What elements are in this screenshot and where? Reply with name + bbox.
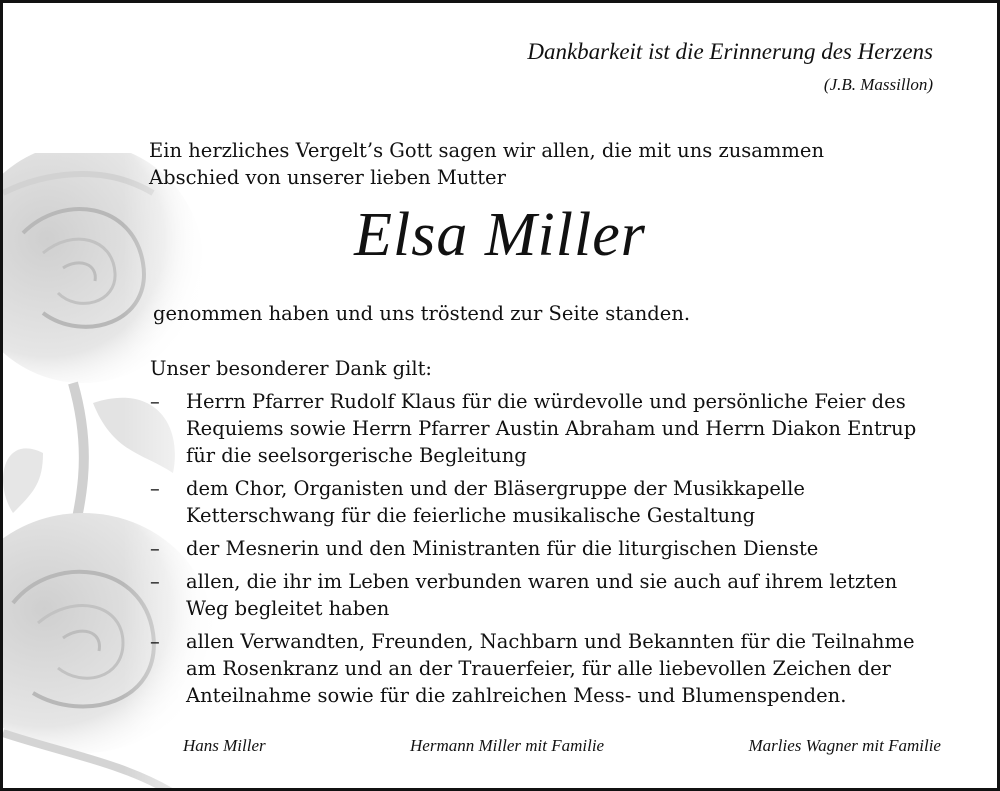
list-item-line: Requiems sowie Herrn Pfarrer Austin Abraham und Herrn Diakon Entrup (186, 417, 917, 440)
list-item (150, 628, 950, 709)
list-item-line: allen, die ihr im Leben verbunden waren und sie auch auf ihrem letzten (186, 570, 898, 593)
signature-name: Hans Miller (183, 736, 266, 755)
list-item-line: Ketterschwang für die feierliche musikalische Gestaltung (186, 504, 756, 527)
list-item-line: für die seelsorgerische Begleitung (186, 444, 527, 467)
list-dash: – (150, 570, 160, 593)
quote-author: (J.B. Massillon) (823, 75, 933, 94)
signature-name: Marlies Wagner mit Familie (748, 736, 941, 755)
list-item (150, 535, 950, 562)
list-item-line: Herrn Pfarrer Rudolf Klaus für die würdevolle und persönliche Feier des (186, 390, 906, 413)
list-dash: – (150, 537, 160, 560)
list-item-line: allen Verwandten, Freunden, Nachbarn und Bekannten für die Teilnahme (186, 630, 915, 653)
list-item-line: Weg begleitet haben (186, 597, 390, 620)
list-dash: – (150, 390, 160, 413)
list-item-line: der Mesnerin und den Ministranten für die liturgischen Dienste (186, 537, 819, 560)
intro-text (149, 137, 909, 191)
thanks-list (150, 388, 950, 715)
list-item-line: dem Chor, Organisten und der Bläsergruppe der Musikkapelle (186, 477, 805, 500)
intro-line: Ein herzliches Vergelt’s Gott sagen wir allen, die mit uns zusammen (149, 139, 825, 162)
list-item-line: am Rosenkranz und an der Trauerfeier, für alle liebevollen Zeichen der (186, 657, 891, 680)
list-item (150, 388, 950, 469)
thanks-heading: Unser besonderer Dank gilt: (150, 357, 432, 380)
signature-name: Hermann Miller mit Familie (410, 736, 605, 755)
deceased-name: Elsa Miller (354, 201, 646, 269)
list-item (150, 475, 950, 529)
list-dash: – (150, 477, 160, 500)
signatures (183, 736, 941, 756)
intro-line: Abschied von unserer lieben Mutter (149, 166, 506, 189)
list-dash: – (150, 630, 160, 653)
list-item-line: Anteilnahme sowie für die zahlreichen Mess- und Blumenspenden. (186, 684, 847, 707)
list-item (150, 568, 950, 622)
quote-text: Dankbarkeit ist die Erinnerung des Herzens (527, 39, 933, 64)
after-name-text: genommen haben und uns tröstend zur Seite standen. (153, 302, 691, 325)
